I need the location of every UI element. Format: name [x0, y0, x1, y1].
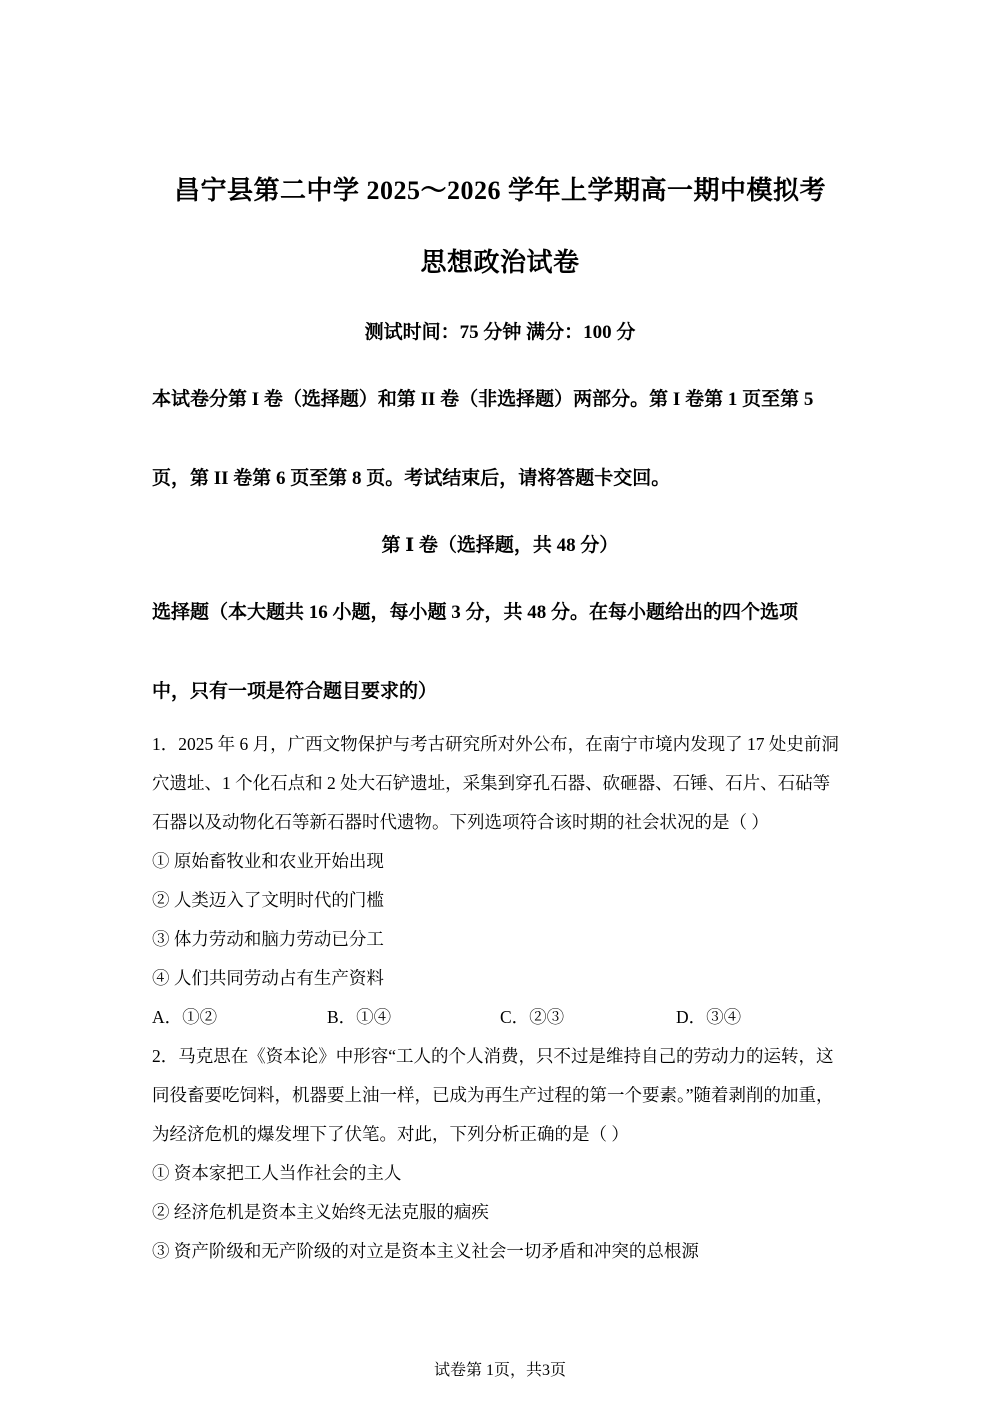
q2-item: ② 经济危机是资本主义始终无法克服的痼疾 — [152, 1202, 489, 1222]
section-instruction-1: 选择题（本大题共 16 小题，每小题 3 分，共 48 分。在每小题给出的四个选项 — [152, 602, 799, 623]
q1-option-d: D．③④ — [676, 1007, 742, 1027]
q1-option-a: A．①② — [152, 1007, 218, 1027]
q1-option-b: B．①④ — [327, 1007, 392, 1027]
q2-stem-line: 2．马克思在《资本论》中形容“工人的个人消费，只不过是维持自己的劳动力的运转，这 — [152, 1046, 834, 1066]
q1-item: ③ 体力劳动和脑力劳动已分工 — [152, 929, 384, 949]
q1-item: ① 原始畜牧业和农业开始出现 — [152, 851, 384, 871]
section-title: 第 Ⅰ 卷（选择题，共 48 分） — [381, 535, 619, 556]
exam-meta: 测试时间：75 分钟 满分：100 分 — [364, 322, 636, 343]
page-footer: 试卷第 1页，共3页 — [433, 1362, 566, 1379]
q2-stem-line: 为经济危机的爆发埋下了伏笔。对此，下列分析正确的是（ ） — [152, 1124, 629, 1144]
q2-item: ① 资本家把工人当作社会的主人 — [152, 1163, 402, 1183]
intro-line-1: 本试卷分第 I 卷（选择题）和第 II 卷（非选择题）两部分。第 I 卷第 1 页至第 5 — [152, 389, 814, 410]
q1-stem-line: 1．2025 年 6 月，广西文物保护与考古研究所对外公布，在南宁市境内发现了 17 处史前洞 — [152, 734, 839, 754]
exam-subject-title: 思想政治试卷 — [420, 248, 580, 277]
section-instruction-2: 中，只有一项是符合题目要求的） — [152, 681, 438, 702]
q1-item: ② 人类迈入了文明时代的门槛 — [152, 890, 384, 910]
q1-stem-line: 石器以及动物化石等新石器时代遗物。下列选项符合该时期的社会状况的是（ ） — [152, 812, 769, 832]
q2-item: ③ 资产阶级和无产阶级的对立是资本主义社会一切矛盾和冲突的总根源 — [152, 1241, 699, 1261]
q2-stem-line: 同役畜要吃饲料，机器要上油一样，已成为再生产过程的第一个要素。”随着剥削的加重， — [152, 1085, 834, 1105]
q1-item: ④ 人们共同劳动占有生产资料 — [152, 968, 384, 988]
intro-line-2: 页，第 II 卷第 6 页至第 8 页。考试结束后，请将答题卡交回。 — [152, 468, 671, 489]
exam-title: 昌宁县第二中学 2025～2026 学年上学期高一期中模拟考 — [173, 176, 826, 205]
q1-option-c: C．②③ — [500, 1007, 565, 1027]
q1-stem-line: 穴遗址、1 个化石点和 2 处大石铲遗址，采集到穿孔石器、砍砸器、石锤、石片、石砧等 — [152, 773, 831, 793]
